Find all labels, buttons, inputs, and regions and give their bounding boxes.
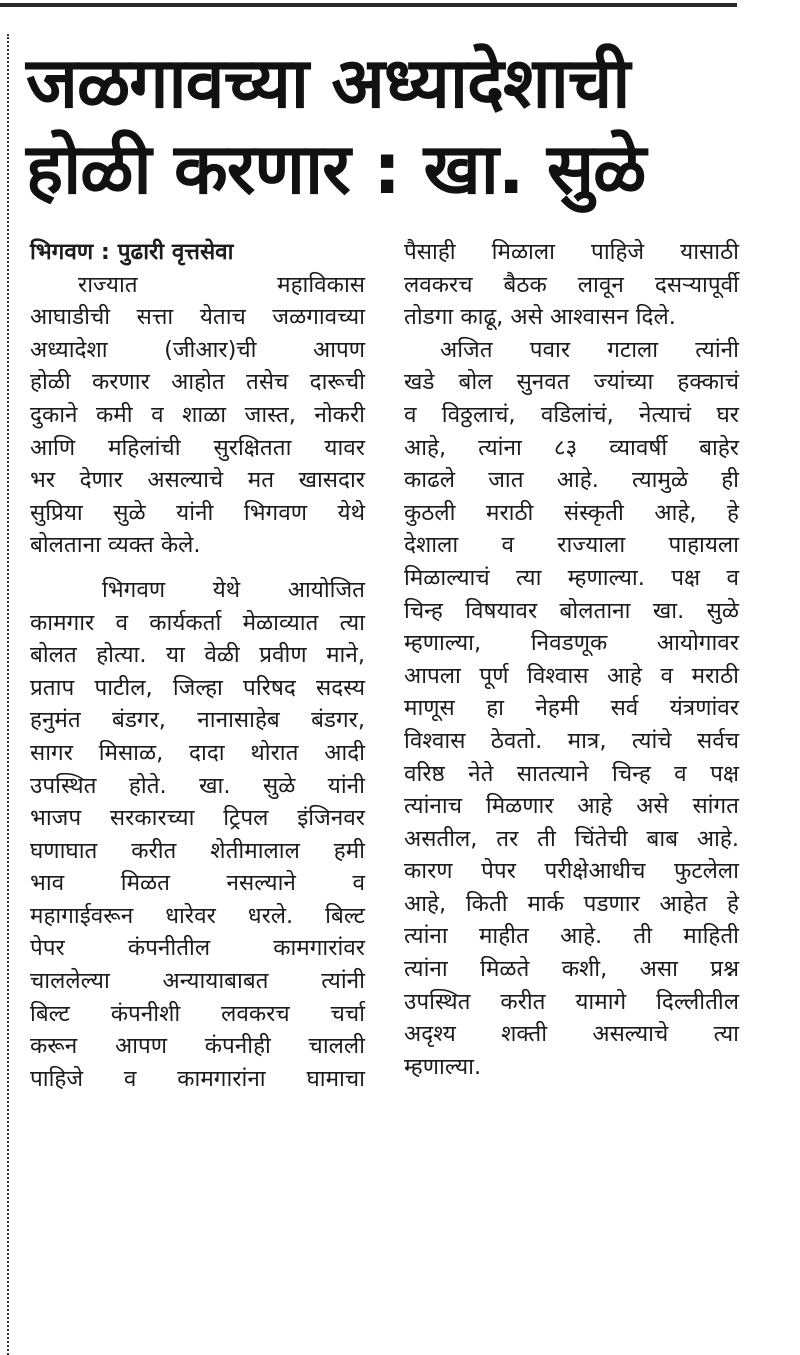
text-line: त्यांना मिळते कशी, असा प्रश्न (404, 956, 739, 983)
text-line: लवकरच बैठक लावून दसऱ्यापूर्वी (404, 271, 739, 298)
article-headline (26, 40, 746, 212)
text-line: कामगार व कार्यकर्ता मेळाव्यात त्या (30, 609, 365, 636)
text-line: माणूस हा नेहमी सर्व यंत्रणांवर (404, 695, 739, 722)
text-line: पैसाही मिळाला पाहिजे यासाठी (404, 239, 739, 265)
text-line: आघाडीची सत्ता येताच जळगावच्या (30, 304, 365, 331)
text-line: सागर मिसाळ, दादा थोरात आदी (30, 739, 365, 766)
article-column-left (30, 236, 365, 1095)
text-line: खडे बोल सुनवत ज्यांच्या हक्काचं (404, 369, 739, 396)
text-line: उपस्थित करीत यामागे दिल्लीतील (404, 988, 739, 1015)
paragraph-1 (30, 269, 365, 562)
text-line: होळी करणार आहोत तसेच दारूची (30, 369, 365, 396)
text-line: पाहिजे व कामगारांना घामाचा (30, 1065, 365, 1092)
text-line: बोलत होत्या. या वेळी प्रवीण माने, (30, 642, 365, 669)
text-line: उपस्थित होते. खा. सुळे यांनी (30, 772, 365, 799)
paragraph-2 (30, 574, 365, 1096)
text-line: करून आपण कंपनीही चालली (30, 1033, 365, 1060)
text-line: आपला पूर्ण विश्वास आहे व मराठी (404, 662, 739, 689)
text-line: राज्यात महाविकास (78, 271, 365, 298)
paragraph-3 (404, 236, 739, 334)
text-line: अध्यादेशा (जीआर)ची आपण (30, 336, 365, 363)
text-line: सुप्रिया सुळे यांनी भिगवण येथे (30, 499, 365, 526)
text-line: चाललेल्या अन्यायाबाबत त्यांनी (30, 968, 365, 995)
text-line: घणाघात करीत शेतीमालाल हमी (30, 837, 365, 864)
text-line: विश्वास ठेवतो. मात्र, त्यांचे सर्वच (404, 727, 739, 754)
text-line: तोडगा काढू, असे आश्वासन दिले. (404, 304, 676, 331)
text-line: कुठली मराठी संस्कृती आहे, हे (404, 499, 739, 526)
text-line: चिन्ह विषयावर बोलताना खा. सुळे (404, 597, 739, 624)
paragraph-4 (404, 334, 739, 1084)
text-line: हनुमंत बंडगर, नानासाहेब बंडगर, (30, 707, 365, 734)
headline-line-2: होळी करणार : खा. सुळे (26, 128, 646, 210)
text-line: म्हणाल्या. (404, 1053, 482, 1080)
top-rule-divider (0, 3, 737, 7)
text-line: कारण पेपर परीक्षेआधीच फुटलेला (404, 858, 739, 885)
text-line: त्यांनाच मिळणार आहे असे सांगत (404, 793, 739, 820)
paragraph-gap (30, 562, 365, 574)
text-line: भाजप सरकारच्या ट्रिपल इंजिनवर (30, 805, 365, 832)
dotted-column-border (7, 34, 9, 1355)
text-line: त्यांना माहीत आहे. ती माहिती (404, 923, 739, 950)
text-line: पेपर कंपनीतील कामगारांवर (30, 935, 365, 962)
text-line: वरिष्ठ नेते सातत्याने चिन्ह व पक्ष (404, 760, 739, 787)
text-line: मिळाल्याचं त्या म्हणाल्या. पक्ष व (404, 564, 739, 591)
text-line: आहे, त्यांना ८३ व्यावर्षी बाहेर (404, 434, 739, 461)
text-line: अदृश्य शक्ती असल्याचे त्या (404, 1021, 739, 1048)
text-line: अजित पवार गटाला त्यांनी (440, 336, 739, 363)
text-line: भिगवण येथे आयोजित (102, 576, 365, 603)
text-line: देशाला व राज्याला पाहायला (404, 532, 739, 559)
headline-line-1: जळगावच्या अध्यादेशाची (26, 42, 630, 124)
text-line: व विठ्ठलाचं, वडिलांचं, नेत्याचं घर (404, 401, 739, 428)
text-line: बोलताना व्यक्त केले. (30, 532, 201, 559)
text-line: असतील, तर ती चिंतेची बाब आहे. (404, 825, 739, 852)
text-line: आहे, किती मार्क पडणार आहेत हे (404, 890, 739, 917)
text-line: भर देणार असल्याचे मत खासदार (30, 467, 365, 494)
text-line: आणि महिलांची सुरक्षितता यावर (30, 434, 365, 461)
text-line: म्हणाल्या, निवडणूक आयोगावर (404, 630, 739, 657)
text-line: दुकाने कमी व शाळा जास्त, नोकरी (30, 401, 365, 428)
article-column-right (404, 236, 739, 1083)
text-line: भाव मिळत नसल्याने व (30, 870, 365, 897)
text-line: प्रताप पाटील, जिल्हा परिषद सदस्य (30, 674, 365, 701)
dateline: भिगवण : पुढारी वृत्तसेवा (30, 239, 234, 265)
text-line: महागाईवरून धारेवर धरले. बिल्ट (30, 902, 365, 929)
text-line: बिल्ट कंपनीशी लवकरच चर्चा (30, 1000, 365, 1027)
text-line: काढले जात आहे. त्यामुळे ही (404, 467, 739, 494)
